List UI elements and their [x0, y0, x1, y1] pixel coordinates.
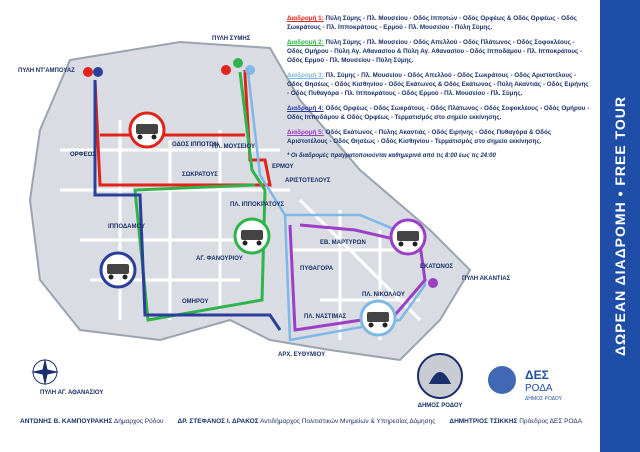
legend-route-5: [287, 128, 592, 146]
label-ermou: ΕΡΜΟΥ: [272, 164, 294, 170]
label-sokratous: ΣΩΚΡΑΤΟΥΣ: [182, 172, 218, 178]
label-ekatonos: ΕΚΑΤΩΝΟΣ: [420, 264, 454, 270]
label-sq-nastimas: ΠΛ. ΝΑΣΤΙΜΑΣ: [304, 314, 347, 320]
compass-rose-icon: [31, 358, 59, 386]
footer-credit-1: [20, 418, 164, 425]
footer-credit-2: [178, 418, 436, 425]
cart-badge-route-3[interactable]: [361, 301, 395, 335]
side-banner: [600, 0, 640, 452]
label-sq-martyron: ΕΒ. ΜΑΡΤΥΡΩΝ: [320, 240, 366, 246]
footer-credit-2-name: ΔΡ. ΣΤΕΦΑΝΟΣ Ι. ΔΡΑΚΟΣ: [177, 418, 259, 425]
route-2-name: Διαδρομή 2:: [287, 39, 324, 46]
label-sq-mouseiou: ΠΛ. ΜΟΥΣΕΙΟΥ: [212, 144, 255, 150]
label-aristotelous: ΑΡΙΣΤΟΤΕΛΟΥΣ: [285, 178, 331, 184]
des-roda-logo: [487, 355, 567, 410]
label-gate-athanasiou: ΠΥΛΗ ΑΓ. ΑΘΑΝΑΣΙΟΥ: [40, 390, 104, 396]
label-arch-evdymiou: ΑΡΧ. ΕΥΘΥΜΙΟΥ: [278, 352, 326, 358]
footer-credit-3-role: Πρόεδρος ΔΕΣ ΡΟΔΑ: [519, 418, 583, 425]
footer-credit-2-role: Αντιδήμαρχος Πολιτιστικών Μνημείων & Υπηρεσίας Δόμησης: [260, 418, 436, 425]
municipality-logo-text: ΔΗΜΟΣ ΡΟΔΟΥ: [417, 403, 463, 409]
label-sq-nikolaou: ΠΛ. ΝΙΚΟΛΑΟΥ: [362, 292, 405, 298]
cart-badge-route-5[interactable]: [391, 220, 425, 254]
label-ag-fanouriou: ΑΓ. ΦΑΝΟΥΡΙΟΥ: [196, 256, 243, 262]
legend-route-2: [287, 38, 592, 65]
footer-credit-3-name: ΔΗΜΗΤΡΙΟΣ ΤΣΙΚΚΗΣ: [449, 418, 518, 425]
route-5-text: Οδός Εκάτωνος - Πύλης Ακαντιάς - Οδός Ειρήνης - Οδός Πυθαγόρα & Οδός Αριστοτέλους - Οδός Θησέως - Οδός Κισθηνίου - Τερματισμός στο σημείο εκκίνησης.: [287, 129, 552, 145]
label-gate-amboise: ΠΥΛΗ ΝΤ'ΑΜΠΟΥΑΖ: [18, 68, 75, 74]
label-st-ippoton: ΟΔΟΣ ΙΠΠΟΤΩΝ: [172, 142, 219, 148]
route-legend: [287, 14, 592, 161]
route-1-name: Διαδρομή 1:: [287, 15, 324, 22]
label-orfeos: ΟΡΦΕΩΣ: [70, 152, 97, 158]
route-4-name: Διαδρομή 4:: [287, 105, 324, 112]
side-banner-text: ΔΩΡΕΑΝ ΔΙΑΔΡΟΜΗ • FREE TOUR: [612, 96, 628, 356]
route-4-text: Οδός Ορφέως - Οδός Σωκράτους - Οδός Πλάτωνος - Οδός Σοφοκλέους - Οδός Ομήρου - Οδός Ιπποδάμου & Οδός Ορφέως - Τερματισμός στο σημείο εκκίνησης.: [287, 105, 590, 121]
label-sq-ippokratous: ΠΛ. ΙΠΠΟΚΡΑΤΟΥΣ: [230, 202, 285, 208]
route-2-text: Πύλη Σύμης - Πλ. Μουσείου - Οδός Απελλού - Οδός Πλάτωνος - Οδός Σοφοκλέους - Οδός Ομήρου - Πύλη Αγ. Αθανασίου & Πύλη Αγ. Αθανασίου - Οδός Ιπποδάμου - Πλ. Ιπποκράτους - Οδός Ερμού - Πλ. Μουσείου - Πύλη Σύμης.: [287, 39, 583, 64]
label-pythagora: ΠΥΘΑΓΟΡΑ: [300, 266, 334, 272]
legend-route-3: [287, 71, 592, 98]
cart-badge-route-2[interactable]: [235, 219, 269, 253]
legend-route-1: [287, 14, 592, 32]
route-5-name: Διαδρομή 5:: [287, 129, 324, 136]
schedule-note: * Οι διαδρομές πραγματοποιούνται καθημερινά από τις 8:00 έως τις 24:00: [287, 153, 496, 159]
route-3-text: Πλ. Σύμης - Πλ. Μουσείου - Οδός Απελλού - Οδός Σωκράτους - Οδός Αριστοτέλους - Οδός Θησέως - Οδός Κισθηνίου - Οδός Εκάτωνος & Οδός Εκάτωνος - Πύλη Ακαντιάς - Οδός Ειρήνης - Οδός Πυθαγόρα - Πλ. Ιπποκράτους - Οδός Ερμού - Πλ. Μουσείου - Πλ. Σύμης.: [287, 72, 589, 97]
footer-credit-1-name: ΑΝΤΩΝΗΣ Β. ΚΑΜΠΟΥΡΑΚΗΣ: [20, 418, 113, 425]
footer-credit-3: [449, 418, 582, 425]
route-1-text: Πύλη Σύμης - Πλ. Μουσείου - Οδός Ιπποτών - Οδός Ορφέως & Οδός Ορφέως - Οδός Σωκράτους - Πλ. Ιπποκράτους - Ερμού - Πλ. Μουσείου - Πύλη Σύμης.: [287, 15, 577, 31]
municipality-logo: [405, 350, 475, 410]
des-logo-sub: ΡΟΔΑ: [525, 383, 553, 394]
label-gate-akantias: ΠΥΛΗ ΑΚΑΝΤΙΑΣ: [462, 276, 511, 282]
footer-credit-1-role: Δήμαρχος Ρόδου: [113, 418, 164, 425]
cart-badge-route-1[interactable]: [130, 113, 164, 147]
label-omirou: ΟΜΗΡΟΥ: [182, 299, 209, 305]
pin-gate-akantias[interactable]: [428, 278, 438, 288]
des-logo-title: ΔΕΣ: [525, 368, 549, 382]
route-3-name: Διαδρομή 3:: [287, 72, 324, 79]
legend-route-4: [287, 104, 592, 122]
label-gate-symi: ΠΥΛΗ ΣΥΜΗΣ: [212, 36, 251, 42]
des-logo-caption: ΔΗΜΟΣ ΡΟΔΟΥ: [525, 396, 562, 402]
label-ippodamou: ΙΠΠΟΔΑΜΟΥ: [108, 224, 145, 230]
cart-badge-route-4[interactable]: [101, 253, 135, 287]
footer-credits: [20, 418, 590, 425]
